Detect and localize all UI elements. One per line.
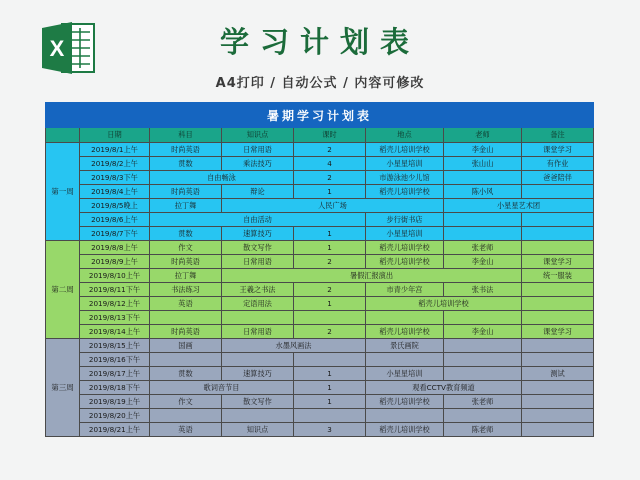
table-cell[interactable] [366,353,444,367]
table-cell[interactable]: 2 [294,283,366,297]
date-cell[interactable]: 2019/8/15上午 [80,339,150,353]
table-cell[interactable]: 4 [294,157,366,171]
table-cell[interactable]: 张老师 [444,395,522,409]
table-cell[interactable]: 张书法 [444,283,522,297]
table-cell[interactable]: 李金山 [444,325,522,339]
table-cell[interactable]: 作文 [150,395,222,409]
table-cell[interactable]: 测试 [522,367,594,381]
table-cell[interactable]: 日常用语 [222,325,294,339]
table-cell[interactable] [222,353,294,367]
week-label[interactable]: 第一周 [46,143,80,241]
table-row [46,171,594,185]
table-cell[interactable]: 2 [294,143,366,157]
date-cell[interactable]: 2019/8/11下午 [80,283,150,297]
table-cell[interactable]: 贯数 [150,367,222,381]
table-cell[interactable]: 课堂学习 [522,143,594,157]
date-cell[interactable]: 2019/8/20上午 [80,409,150,423]
table-cell[interactable] [522,185,594,199]
date-cell[interactable]: 2019/8/1上午 [80,143,150,157]
table-cell[interactable]: 拉丁舞 [150,199,222,213]
table-cell[interactable]: 稻壳儿培训学校 [366,143,444,157]
header-location[interactable]: 地点 [366,128,444,143]
week-label[interactable]: 第三周 [46,339,80,437]
table-cell[interactable]: 小星星培训 [366,227,444,241]
date-cell[interactable]: 2019/8/13下午 [80,311,150,325]
date-cell[interactable]: 2019/8/8上午 [80,241,150,255]
table-cell[interactable]: 贯数 [150,157,222,171]
table-cell[interactable]: 市游泳池少儿馆 [366,171,444,185]
table-row [46,241,594,255]
date-cell[interactable]: 2019/8/18下午 [80,381,150,395]
table-cell[interactable]: 王羲之书法 [222,283,294,297]
table-cell[interactable] [150,409,222,423]
table-cell[interactable]: 陈小风 [444,185,522,199]
table-cell[interactable]: 时尚英语 [150,325,222,339]
table-cell[interactable]: 稻壳儿培训学校 [366,423,444,437]
table-cell[interactable]: 课堂学习 [522,255,594,269]
spreadsheet [45,102,593,440]
table-cell[interactable] [444,409,522,423]
table-cell[interactable] [366,311,444,325]
table-cell[interactable]: 观看CCTV教育频道 [366,381,522,395]
date-cell[interactable]: 2019/8/5晚上 [80,199,150,213]
table-row [46,283,594,297]
plan-table [45,102,594,437]
table-cell[interactable]: 贯数 [150,227,222,241]
table-cell[interactable]: 辩论 [222,185,294,199]
date-cell[interactable]: 2019/8/7下午 [80,227,150,241]
table-cell[interactable]: 时尚英语 [150,143,222,157]
banner-row [46,103,594,128]
table-row [46,199,594,213]
table-cell[interactable]: 水墨风画法 [222,339,366,353]
header-teacher[interactable]: 老师 [444,128,522,143]
table-cell[interactable]: 小星星培训 [366,367,444,381]
table-row [46,255,594,269]
table-cell[interactable]: 时尚英语 [150,185,222,199]
table-row [46,381,594,395]
table-row [46,311,594,325]
table-cell[interactable] [522,241,594,255]
table-row [46,395,594,409]
header-row [46,128,594,143]
table-row [46,227,594,241]
table-cell[interactable]: 稻壳儿培训学校 [366,241,444,255]
table-cell[interactable]: 歌词音节目 [150,381,294,395]
date-cell[interactable]: 2019/8/19上午 [80,395,150,409]
table-cell[interactable]: 爸爸陪伴 [522,171,594,185]
table-cell[interactable]: 1 [294,241,366,255]
header-notes[interactable]: 备注 [522,128,594,143]
table-cell[interactable] [150,353,222,367]
table-cell[interactable] [522,353,594,367]
table-cell[interactable]: 李金山 [444,255,522,269]
table-cell[interactable]: 日常用语 [222,255,294,269]
table-cell[interactable] [222,409,294,423]
table-cell[interactable]: 定语用法 [222,297,294,311]
table-cell[interactable]: 稻壳儿培训学校 [366,325,444,339]
table-cell[interactable]: 景氏画院 [366,339,444,353]
table-cell[interactable] [522,213,594,227]
table-cell[interactable] [366,409,444,423]
table-cell[interactable] [294,311,366,325]
table-cell[interactable]: 稻壳儿培训学校 [366,395,444,409]
table-cell[interactable]: 知识点 [222,423,294,437]
table-cell[interactable]: 自由畅泳 [150,171,294,185]
table-cell[interactable]: 步行街书店 [366,213,444,227]
date-cell[interactable]: 2019/8/12上午 [80,297,150,311]
table-row [46,297,594,311]
table-row [46,325,594,339]
date-cell[interactable]: 2019/8/6上午 [80,213,150,227]
table-cell[interactable]: 1 [294,395,366,409]
table-cell[interactable] [444,311,522,325]
table-cell[interactable]: 1 [294,185,366,199]
table-cell[interactable] [522,409,594,423]
table-row [46,213,594,227]
date-cell[interactable]: 2019/8/16下午 [80,353,150,367]
table-cell[interactable]: 张老师 [444,241,522,255]
header-week-cell[interactable] [46,128,80,143]
week-label[interactable]: 第二周 [46,241,80,339]
table-cell[interactable]: 2 [294,325,366,339]
date-cell[interactable]: 2019/8/9上午 [80,255,150,269]
table-cell[interactable] [444,213,522,227]
table-cell[interactable]: 李金山 [444,143,522,157]
header-hours[interactable]: 课时 [294,128,366,143]
date-cell[interactable]: 2019/8/3下午 [80,171,150,185]
table-cell[interactable] [522,311,594,325]
table-cell[interactable] [444,339,522,353]
sheet-banner[interactable]: 暑期学习计划表 [46,103,594,128]
table-cell[interactable] [294,409,366,423]
date-cell[interactable]: 2019/8/4上午 [80,185,150,199]
table-row [46,185,594,199]
table-cell[interactable]: 时尚英语 [150,255,222,269]
table-cell[interactable]: 有作业 [522,157,594,171]
date-cell[interactable]: 2019/8/10上午 [80,269,150,283]
svg-text:X: X [49,36,65,61]
table-row [46,409,594,423]
table-cell[interactable] [222,311,294,325]
table-cell[interactable]: 2 [294,171,366,185]
table-row [46,367,594,381]
header-date[interactable]: 日期 [80,128,150,143]
table-row [46,143,594,157]
table-cell[interactable] [522,297,594,311]
table-cell[interactable]: 3 [294,423,366,437]
table-row [46,423,594,437]
table-cell[interactable]: 稻壳儿培训学校 [366,297,522,311]
table-cell[interactable]: 张山山 [444,157,522,171]
table-cell[interactable]: 散文写作 [222,241,294,255]
table-cell[interactable]: 自由活动 [150,213,366,227]
table-cell[interactable]: 英语 [150,423,222,437]
table-cell[interactable]: 1 [294,367,366,381]
table-cell[interactable] [522,339,594,353]
table-cell[interactable]: 1 [294,227,366,241]
page-subtitle: A4打印 / 自动公式 / 内容可修改 [215,76,425,91]
table-row [46,269,594,283]
table-row [46,339,594,353]
table-cell[interactable]: 暑假汇报演出 [222,269,522,283]
header-subject[interactable]: 科目 [150,128,222,143]
table-row [46,157,594,171]
header-topic[interactable]: 知识点 [222,128,294,143]
date-cell[interactable]: 2019/8/21上午 [80,423,150,437]
table-cell[interactable]: 拉丁舞 [150,269,222,283]
table-cell[interactable] [444,171,522,185]
table-cell[interactable]: 稻壳儿培训学校 [366,255,444,269]
table-cell[interactable] [522,227,594,241]
table-cell[interactable]: 国画 [150,339,222,353]
table-cell[interactable] [522,423,594,437]
page-title: 学习计划表 [219,25,420,59]
table-cell[interactable]: 小星星培训 [366,157,444,171]
table-cell[interactable]: 速算技巧 [222,367,294,381]
table-cell[interactable] [444,367,522,381]
table-cell[interactable]: 速算技巧 [222,227,294,241]
table-cell[interactable]: 陈老师 [444,423,522,437]
table-cell[interactable]: 作文 [150,241,222,255]
table-cell[interactable]: 人民广场 [222,199,444,213]
table-cell[interactable] [522,283,594,297]
table-cell[interactable]: 市青少年宫 [366,283,444,297]
table-cell[interactable] [444,353,522,367]
table-cell[interactable] [294,353,366,367]
table-cell[interactable]: 英语 [150,297,222,311]
table-cell[interactable]: 乘法技巧 [222,157,294,171]
table-cell[interactable]: 小星星艺术团 [444,199,594,213]
table-cell[interactable] [150,311,222,325]
table-cell[interactable]: 日常用语 [222,143,294,157]
table-cell[interactable]: 2 [294,255,366,269]
table-cell[interactable]: 1 [294,381,366,395]
table-cell[interactable]: 课堂学习 [522,325,594,339]
table-cell[interactable] [444,227,522,241]
table-cell[interactable] [522,395,594,409]
date-cell[interactable]: 2019/8/2上午 [80,157,150,171]
table-cell[interactable]: 书法练习 [150,283,222,297]
date-cell[interactable]: 2019/8/14上午 [80,325,150,339]
date-cell[interactable]: 2019/8/17上午 [80,367,150,381]
table-cell[interactable]: 散文写作 [222,395,294,409]
table-cell[interactable] [522,381,594,395]
table-cell[interactable]: 统一服装 [522,269,594,283]
table-cell[interactable]: 1 [294,297,366,311]
table-row [46,353,594,367]
table-cell[interactable]: 稻壳儿培训学校 [366,185,444,199]
